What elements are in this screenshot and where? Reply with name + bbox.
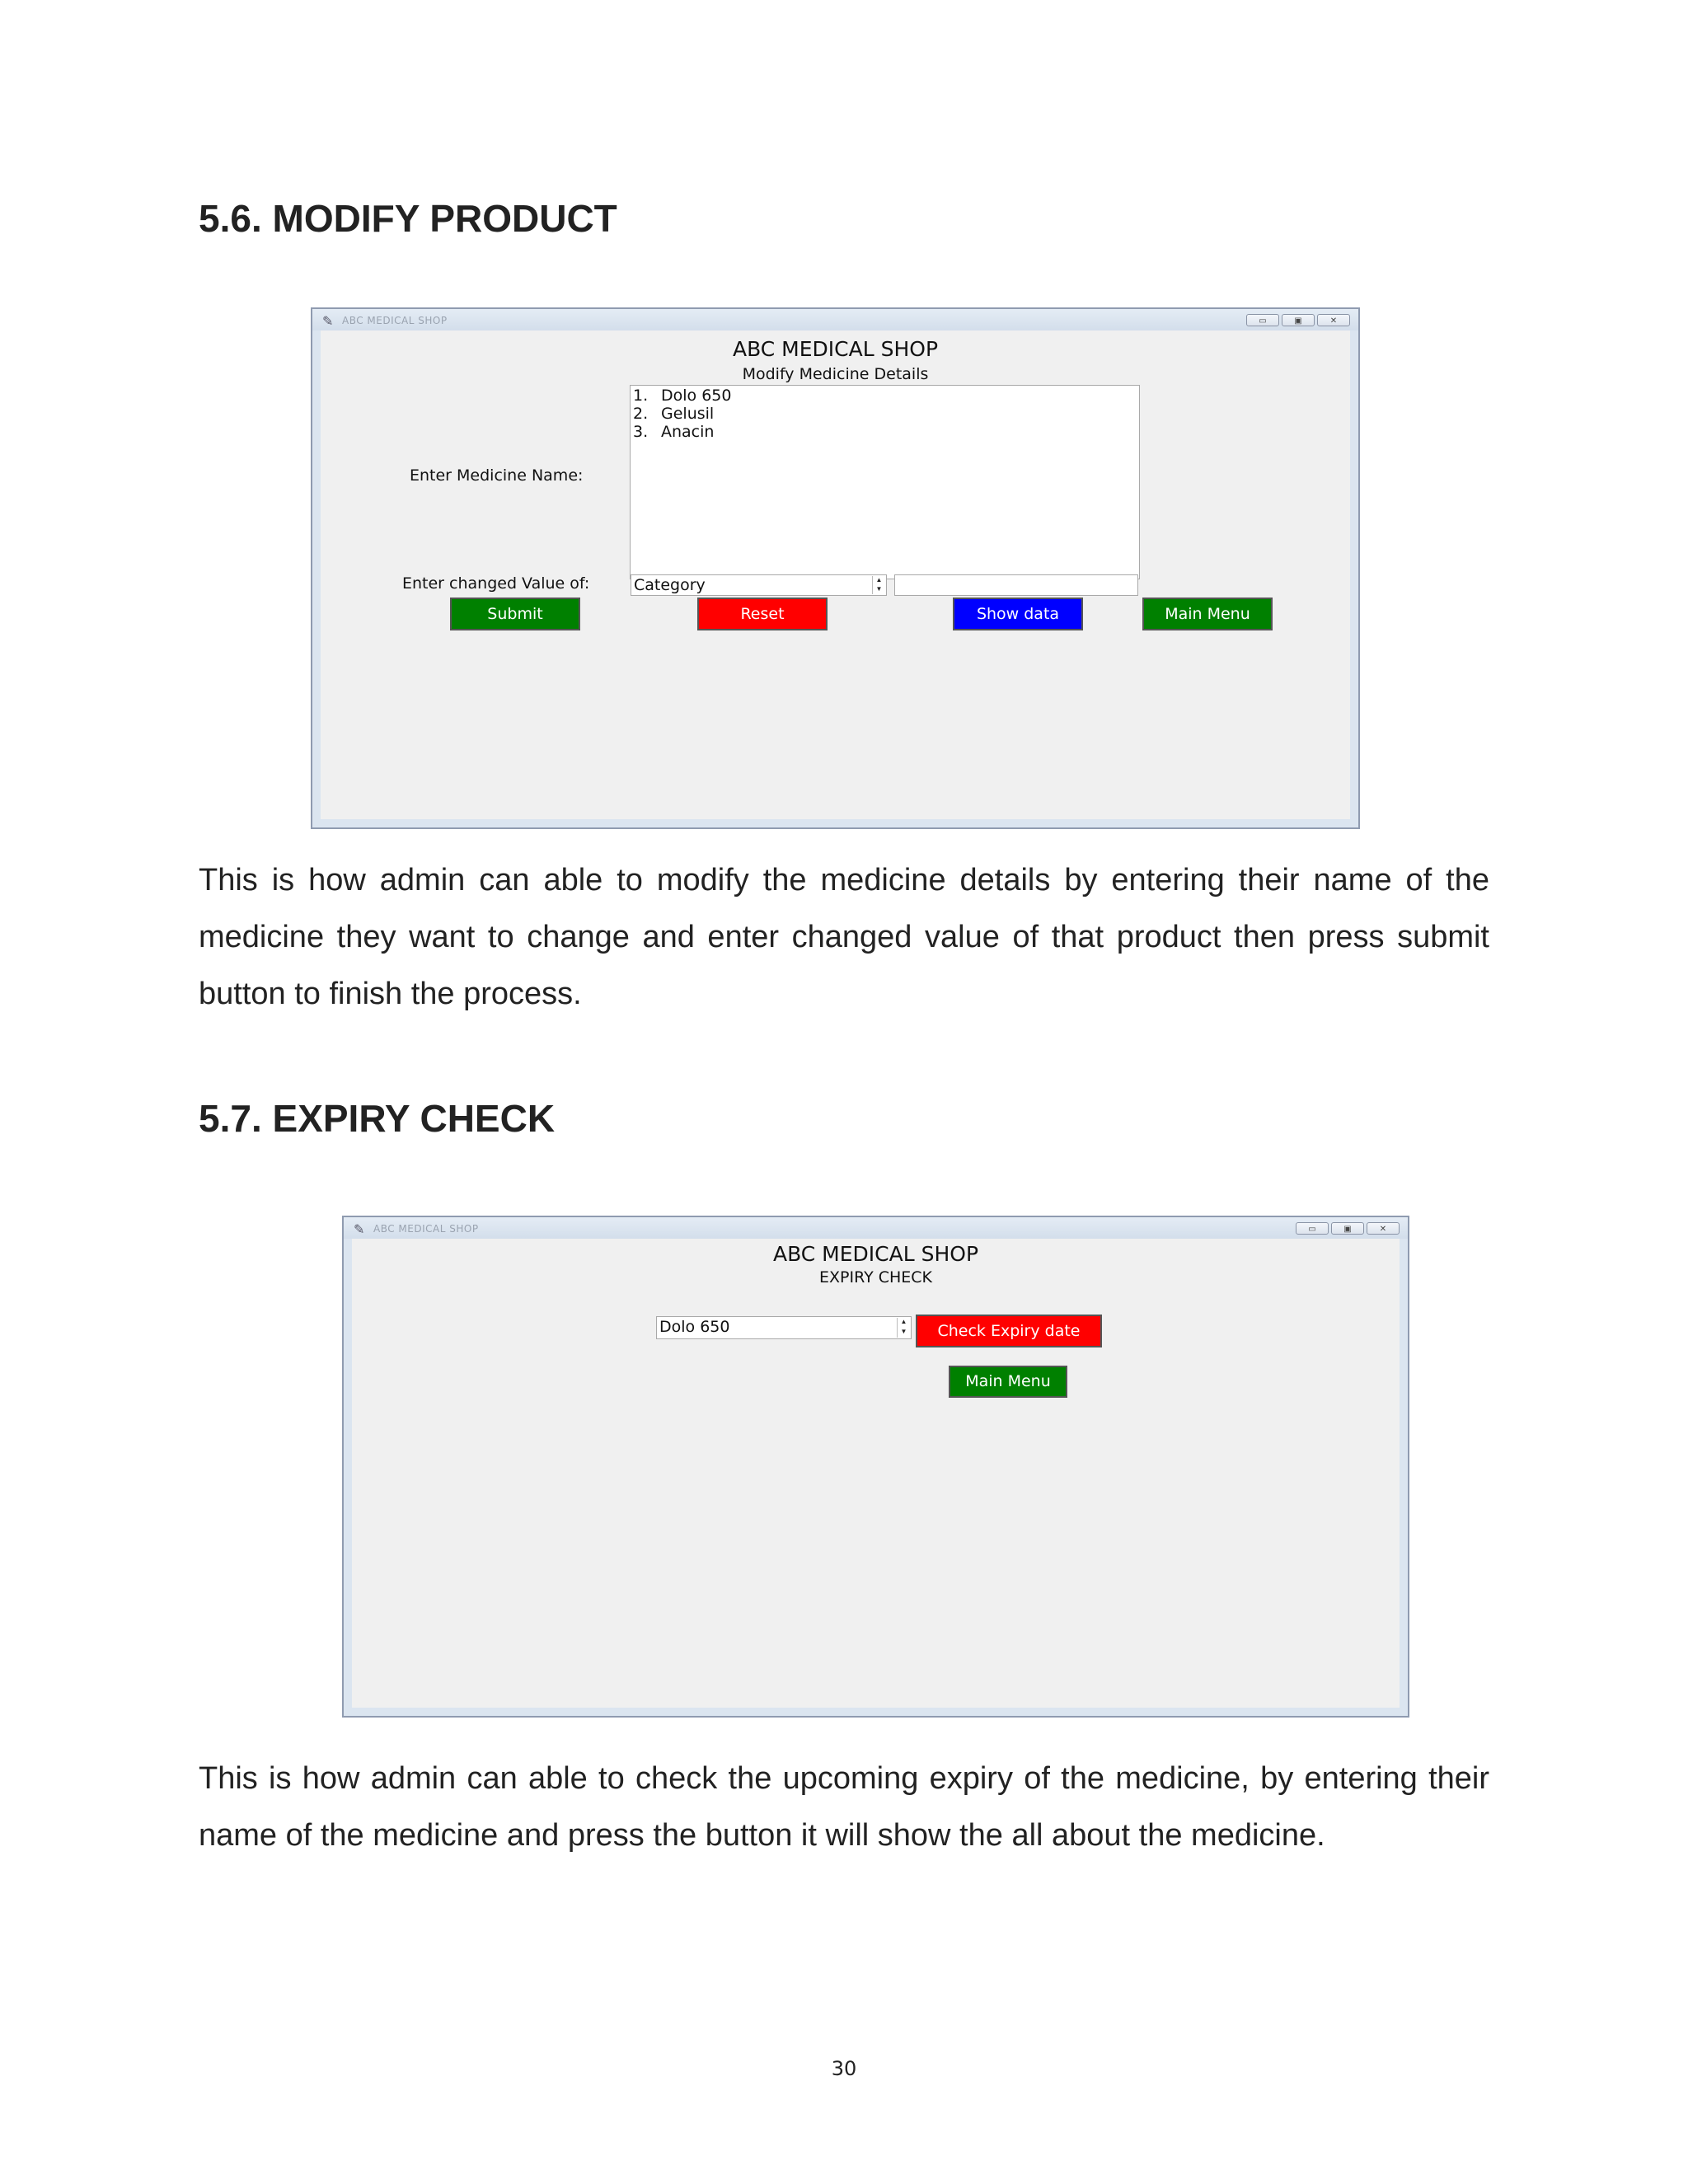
new-value-input[interactable]: [894, 574, 1138, 596]
changed-value-label: Enter changed Value of:: [402, 574, 590, 593]
medicine-listbox[interactable]: [630, 385, 1140, 579]
modify-product-description: This is how admin can able to modify the medicine details by entering their name of the medicine they want to change and enter changed value of that product then press submit button to finish the process.: [199, 863, 1489, 1011]
field-spinbox-value: Category: [634, 576, 706, 594]
close-button[interactable]: ✕: [1317, 314, 1350, 326]
app-subtitle: Modify Medicine Details: [742, 365, 929, 383]
show-data-button[interactable]: Show data: [953, 598, 1083, 630]
spin-up-icon[interactable]: ▲: [900, 1318, 907, 1325]
maximize-button[interactable]: ▣: [1282, 314, 1315, 326]
list-item[interactable]: 2. Gelusil: [633, 405, 715, 423]
check-expiry-button[interactable]: Check Expiry date: [916, 1315, 1102, 1347]
window-titlebar[interactable]: [344, 1217, 1408, 1239]
feather-icon: ✎: [354, 1223, 365, 1237]
list-item[interactable]: 1. Dolo 650: [633, 387, 732, 405]
submit-button[interactable]: Submit: [450, 598, 580, 630]
window-title: ABC MEDICAL SHOP: [342, 315, 448, 326]
expiry-check-description: This is how admin can able to check the upcoming expiry of the medicine, by entering their name of the medicine and press the button it will show the all about the medicine.: [199, 1761, 1489, 1853]
spin-up-icon[interactable]: ▲: [875, 576, 883, 583]
spin-down-icon[interactable]: ▼: [900, 1328, 907, 1335]
minimize-button[interactable]: ▭: [1296, 1222, 1329, 1235]
maximize-button[interactable]: ▣: [1331, 1222, 1364, 1235]
main-menu-button[interactable]: Main Menu: [949, 1366, 1067, 1398]
app-subtitle: EXPIRY CHECK: [819, 1268, 932, 1286]
app-title: ABC MEDICAL SHOP: [772, 1242, 979, 1266]
medicine-name-label: Enter Medicine Name:: [410, 466, 584, 485]
window-titlebar[interactable]: [312, 309, 1358, 330]
reset-button[interactable]: Reset: [697, 598, 828, 630]
app-title: ABC MEDICAL SHOP: [732, 337, 939, 361]
field-spinbox[interactable]: [631, 574, 887, 596]
modify-product-window: [311, 307, 1360, 829]
spin-down-icon[interactable]: ▼: [875, 585, 883, 593]
window-client-area: [321, 330, 1350, 819]
feather-icon: ✎: [322, 315, 334, 329]
expiry-check-window: [342, 1216, 1409, 1718]
list-item[interactable]: 3. Anacin: [633, 423, 715, 441]
section-heading-modify-product: 5.6. MODIFY PRODUCT: [199, 197, 617, 240]
section-heading-expiry-check: 5.7. EXPIRY CHECK: [199, 1097, 556, 1140]
page-number: 30: [831, 2057, 857, 2080]
main-menu-button[interactable]: Main Menu: [1142, 598, 1273, 630]
medicine-spinbox[interactable]: [656, 1316, 912, 1339]
medicine-spinbox-value: Dolo 650: [659, 1318, 730, 1336]
window-title: ABC MEDICAL SHOP: [373, 1223, 479, 1235]
minimize-button[interactable]: ▭: [1246, 314, 1279, 326]
window-client-area: [352, 1239, 1400, 1708]
close-button[interactable]: ✕: [1367, 1222, 1400, 1235]
